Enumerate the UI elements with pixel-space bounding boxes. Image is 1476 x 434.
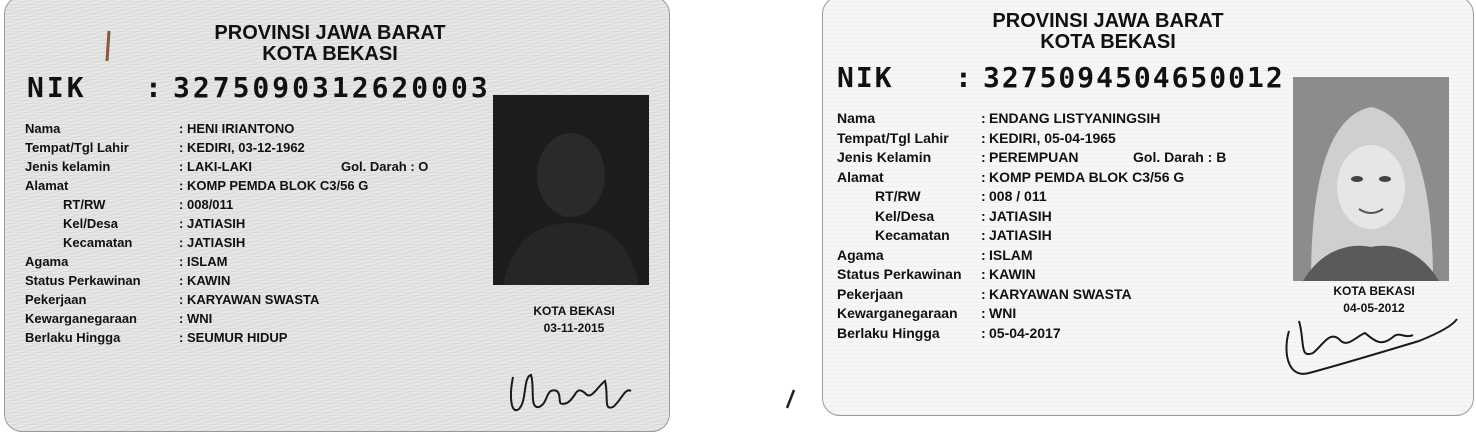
field-label: Berlaku Hingga — [25, 330, 121, 345]
field-label: Kecamatan — [63, 235, 133, 250]
ink-mark — [97, 27, 121, 67]
holder-photo — [1293, 77, 1449, 281]
field-value: ISLAM — [989, 246, 1033, 263]
nik-label: NIK — [27, 71, 87, 104]
field-list — [837, 109, 1227, 343]
province-title: PROVINSI JAWA BARAT — [214, 22, 446, 44]
field-label: Kewarganegaraan — [25, 311, 137, 326]
field-value: 008/011 — [187, 197, 234, 212]
card-header — [933, 11, 1283, 53]
id-card-right — [822, 0, 1474, 416]
field-value: LAKI-LAKI — [187, 159, 252, 174]
field-value: JATIASIH — [989, 207, 1052, 224]
field-value: WNI — [989, 305, 1017, 321]
field-label: Kel/Desa — [875, 207, 935, 224]
blood-type: Gol. Darah : O — [341, 159, 429, 174]
field-tempat-tgl-lahir: Tempat/Tgl Lahir : KEDIRI, 05-04-1965 — [837, 129, 1184, 149]
issue-city: KOTA BEKASI — [1333, 284, 1415, 298]
field-label: Pekerjaan — [837, 285, 904, 302]
scan-speck — [784, 388, 798, 412]
field-value: KAWIN — [989, 266, 1036, 282]
field-label: Tempat/Tgl Lahir — [25, 140, 129, 155]
field-value: ENDANG LISTYANINGSIH — [989, 110, 1161, 126]
field-kel-desa: Kel/Desa : JATIASIH — [837, 207, 1184, 227]
issue-city: KOTA BEKASI — [533, 304, 615, 318]
field-label: Status Perkawinan — [837, 266, 962, 282]
field-berlaku-hingga: Berlaku Hingga : 05-04-2017 — [837, 324, 1184, 344]
field-label: Jenis kelamin — [25, 159, 111, 174]
field-value: KARYAWAN SWASTA — [989, 285, 1132, 302]
field-jenis-kelamin: Jenis Kelamin : PEREMPUAN Gol. Darah : B — [837, 148, 1184, 168]
field-label: Status Perkawinan — [25, 273, 141, 288]
field-label: Kecamatan — [875, 227, 950, 243]
photo-silhouette — [493, 95, 649, 285]
province-title: PROVINSI JAWA BARAT — [992, 10, 1224, 32]
issue-date: 03-11-2015 — [543, 321, 605, 335]
field-pekerjaan: Pekerjaan : KARYAWAN SWASTA — [25, 292, 320, 307]
issue-date: 04-05-2012 — [1343, 301, 1405, 315]
signature — [1269, 301, 1459, 385]
field-status-perkawinan: Status Perkawinan : KAWIN — [25, 273, 231, 288]
field-rt-rw: RT/RW : 008 / 011 — [837, 187, 1184, 207]
field-value: PEREMPUAN — [989, 149, 1079, 165]
field-nama: Nama : HENI IRIANTONO — [25, 121, 295, 136]
field-value: SEUMUR HIDUP — [187, 330, 288, 345]
field-value: ISLAM — [187, 254, 228, 269]
field-list — [25, 119, 429, 347]
field-value: KAWIN — [187, 273, 231, 288]
id-card-left — [4, 0, 670, 432]
field-label: Pekerjaan — [25, 292, 87, 307]
field-label: Nama — [25, 121, 61, 136]
field-pekerjaan: Pekerjaan : KARYAWAN SWASTA — [837, 285, 1184, 305]
nik-row — [837, 61, 1285, 94]
nik-label: NIK — [837, 61, 894, 94]
field-value: JATIASIH — [187, 216, 246, 231]
field-berlaku-hingga: Berlaku Hingga : SEUMUR HIDUP — [25, 330, 288, 345]
field-status-perkawinan: Status Perkawinan : KAWIN — [837, 265, 1184, 285]
field-agama: Agama : ISLAM — [837, 246, 1184, 266]
field-label: Kel/Desa — [63, 216, 118, 231]
field-value: KEDIRI, 03-12-1962 — [187, 140, 305, 155]
city-title: KOTA BEKASI — [262, 43, 398, 65]
field-value: KOMP PEMDA BLOK C3/56 G — [187, 178, 369, 193]
field-label: Nama — [837, 110, 876, 126]
field-value: KARYAWAN SWASTA — [187, 292, 320, 307]
field-value: HENI IRIANTONO — [187, 121, 295, 136]
blood-type: Gol. Darah : B — [1133, 149, 1227, 165]
field-label: RT/RW — [63, 197, 106, 212]
field-label: RT/RW — [875, 188, 921, 204]
field-label: Tempat/Tgl Lahir — [837, 129, 949, 146]
field-label: Jenis Kelamin — [837, 149, 932, 165]
field-value: 008 / 011 — [989, 188, 1047, 204]
holder-photo — [493, 95, 649, 285]
field-value: JATIASIH — [187, 235, 246, 250]
issue-block — [503, 303, 645, 337]
photo-portrait — [1293, 77, 1449, 281]
field-kewarganegaraan: Kewarganegaraan : WNI — [837, 304, 1184, 324]
city-title: KOTA BEKASI — [1040, 31, 1176, 53]
field-label: Agama — [837, 246, 884, 263]
field-value: WNI — [187, 311, 213, 326]
field-kecamatan: Kecamatan : JATIASIH — [837, 226, 1184, 246]
field-value: JATIASIH — [989, 227, 1052, 243]
nik-value: 3275090312620003 — [173, 71, 491, 104]
field-value: KOMP PEMDA BLOK C3/56 G — [989, 168, 1185, 185]
field-label: Kewarganegaraan — [837, 305, 958, 321]
card-header — [155, 23, 505, 65]
field-nama: Nama : ENDANG LISTYANINGSIH — [837, 109, 1184, 129]
field-label: Alamat — [25, 178, 69, 193]
field-rt-rw: RT/RW : 008/011 — [25, 195, 368, 214]
field-kewarganegaraan: Kewarganegaraan : WNI — [25, 311, 213, 326]
field-tempat-tgl-lahir: Tempat/Tgl Lahir : KEDIRI, 03-12-1962 — [25, 140, 305, 155]
field-jenis-kelamin: Jenis kelamin : LAKI-LAKI Gol. Darah : O — [25, 159, 429, 174]
field-value: KEDIRI, 05-04-1965 — [989, 129, 1116, 146]
signature — [505, 357, 635, 422]
field-label: Agama — [25, 254, 69, 269]
field-agama: Agama : ISLAM — [25, 254, 228, 269]
field-alamat: Alamat : KOMP PEMDA BLOK C3/56 G — [25, 178, 369, 193]
field-kecamatan: Kecamatan : JATIASIH — [25, 233, 368, 252]
nik-colon: : — [145, 71, 165, 104]
nik-value: 3275094504650012 — [983, 61, 1285, 94]
field-label: Alamat — [837, 168, 884, 185]
field-alamat: Alamat : KOMP PEMDA BLOK C3/56 G — [837, 168, 1184, 188]
nik-row — [27, 71, 491, 104]
field-value: 05-04-2017 — [989, 324, 1061, 341]
field-label: Berlaku Hingga — [837, 324, 940, 341]
field-kel-desa: Kel/Desa : JATIASIH — [25, 214, 368, 233]
nik-colon: : — [955, 61, 974, 94]
